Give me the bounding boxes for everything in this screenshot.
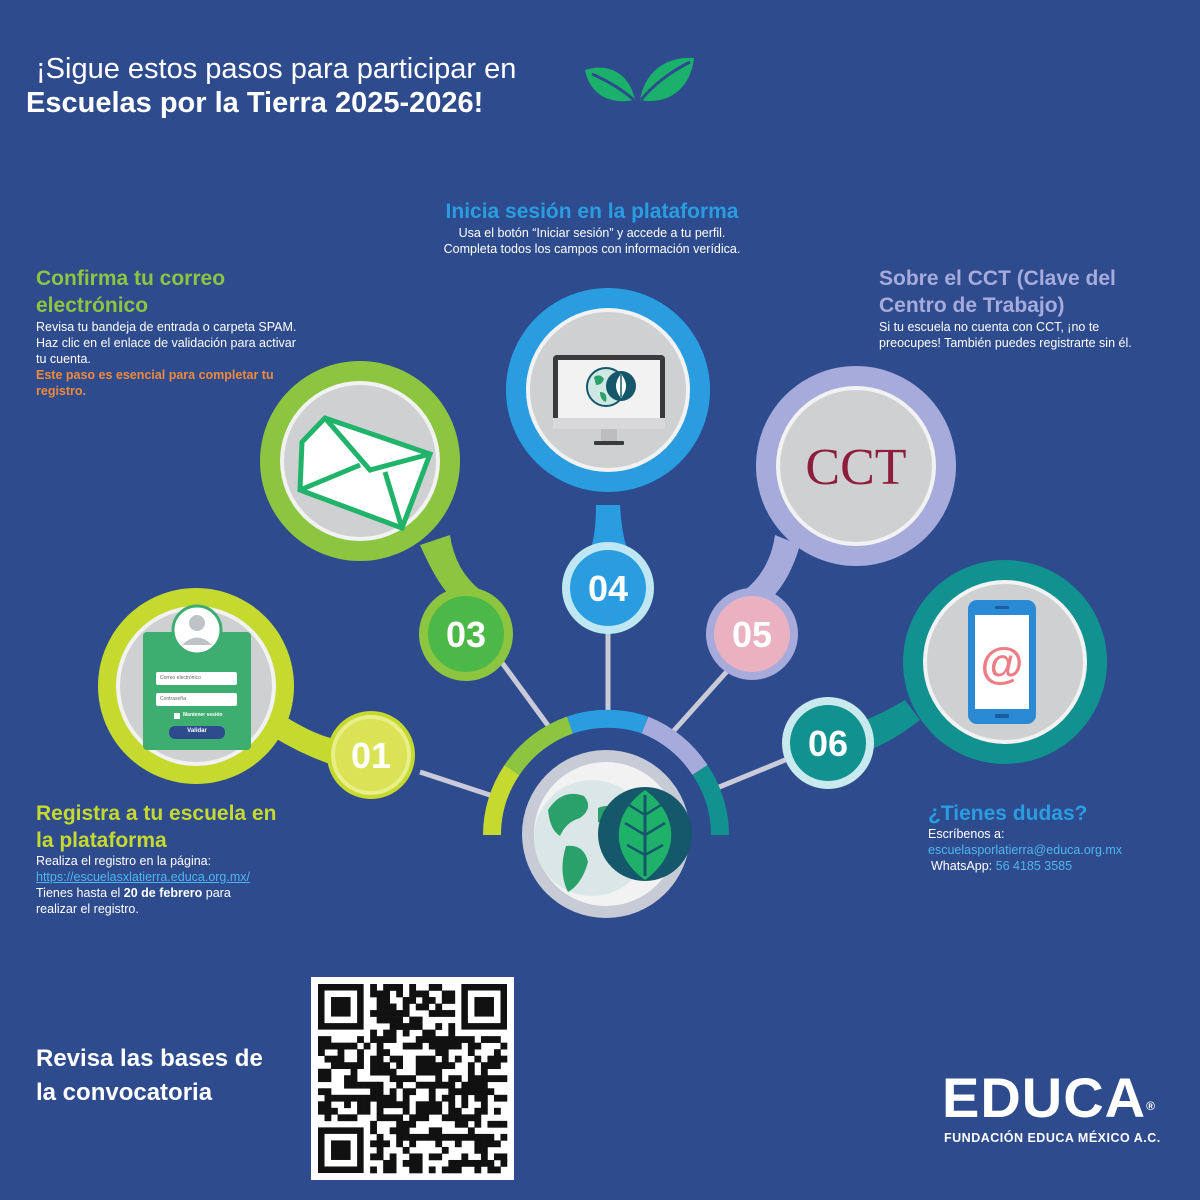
step-01-line3-a: Tienes hasta el	[36, 886, 124, 900]
step-03-title-a: Confirma tu correo	[36, 267, 226, 290]
page-title-line1: ¡Sigue estos pasos para participar en	[36, 53, 517, 85]
bases-text	[36, 1042, 263, 1110]
email-field-placeholder: Correo electrónico	[160, 675, 201, 681]
step-03-note2: registro.	[36, 384, 87, 398]
bases-line2: la convocatoria	[36, 1079, 213, 1106]
step-03-line3: tu cuenta.	[36, 352, 91, 366]
step-01-line3	[36, 885, 336, 901]
step-06-number: 06	[807, 723, 849, 764]
step-03-title-b: electrónico	[36, 294, 149, 317]
step-01-title	[36, 800, 276, 854]
step-01-line3-c: para	[202, 886, 231, 900]
step-05-title	[879, 265, 1116, 319]
globe-leaf-icon	[522, 750, 692, 918]
step-04-title: Inicia sesión en la plataforma	[445, 200, 739, 223]
deadline-date: 20 de febrero	[123, 886, 203, 900]
page-title-line2: Escuelas por la Tierra 2025-2026!	[26, 87, 484, 119]
step-03-line2: Haz clic en el enlace de validación para activar	[36, 336, 296, 350]
step-05-title-a: Sobre el CCT (Clave del	[879, 267, 1116, 290]
svg-text:@: @	[980, 639, 1024, 688]
step-03-number: 03	[445, 614, 487, 655]
step-06-line1: Escríbenos a:	[928, 827, 1005, 841]
registration-link[interactable]: https://escuelasxlatierra.educa.org.mx/	[36, 870, 250, 884]
step-03-note1: Este paso es esencial para completar tu	[36, 368, 274, 382]
step-01-body	[36, 853, 336, 917]
whatsapp-label: WhatsApp:	[931, 859, 996, 873]
educa-logo-text: EDUCA	[942, 1066, 1147, 1129]
cct-icon: CCT	[805, 439, 907, 496]
step-01-title-a: Registra a tu escuela en	[36, 802, 277, 825]
step-01-line1: Realiza el registro en la página:	[36, 854, 212, 868]
remember-label: Mantener sesión	[183, 712, 223, 718]
step-05-line2: preocupes! También puedes registrarte sin él.	[879, 336, 1132, 350]
step-06-title: ¿Tienes dudas?	[928, 802, 1088, 825]
bases-line1: Revisa las bases de	[36, 1045, 263, 1072]
step-05-body	[879, 319, 1179, 351]
qr-code-icon[interactable]	[311, 977, 514, 1180]
registered-mark: ®	[1146, 1099, 1156, 1113]
step-04-line1: Usa el botón “Iniciar sesión” y accede a tu perfil.	[458, 226, 726, 240]
leaf-icon	[585, 58, 694, 101]
whatsapp-number[interactable]: 56 4185 3585	[995, 859, 1073, 873]
password-field-placeholder: Contraseña	[160, 696, 186, 702]
step-06-text	[928, 800, 1122, 874]
step-01-number: 01	[350, 735, 392, 776]
step-01-title-b: la plataforma	[36, 829, 167, 852]
phone-at-icon	[968, 600, 1036, 724]
step-03-body	[36, 319, 346, 399]
step-04-text	[392, 198, 792, 257]
educa-logo	[942, 1068, 1156, 1128]
step-05-title-b: Centro de Trabajo)	[879, 294, 1065, 317]
step-04-line2: Completa todos los campos con información verídica.	[443, 242, 741, 256]
step-05-number: 05	[731, 614, 773, 655]
whatsapp-line	[928, 858, 1122, 874]
step-05-line1: Si tu escuela no cuenta con CCT, ¡no te	[879, 320, 1100, 334]
foundation-name: FUNDACIÓN EDUCA MÉXICO A.C.	[944, 1131, 1161, 1145]
step-04-number: 04	[587, 568, 629, 609]
step-03-title	[36, 265, 225, 319]
contact-email-link[interactable]: escuelasporlatierra@educa.org.mx	[928, 843, 1123, 857]
validate-button: Validar	[187, 728, 207, 734]
step-01-line4: realizar el registro.	[36, 902, 139, 916]
step-03-line1: Revisa tu bandeja de entrada o carpeta SPAM.	[36, 320, 297, 334]
